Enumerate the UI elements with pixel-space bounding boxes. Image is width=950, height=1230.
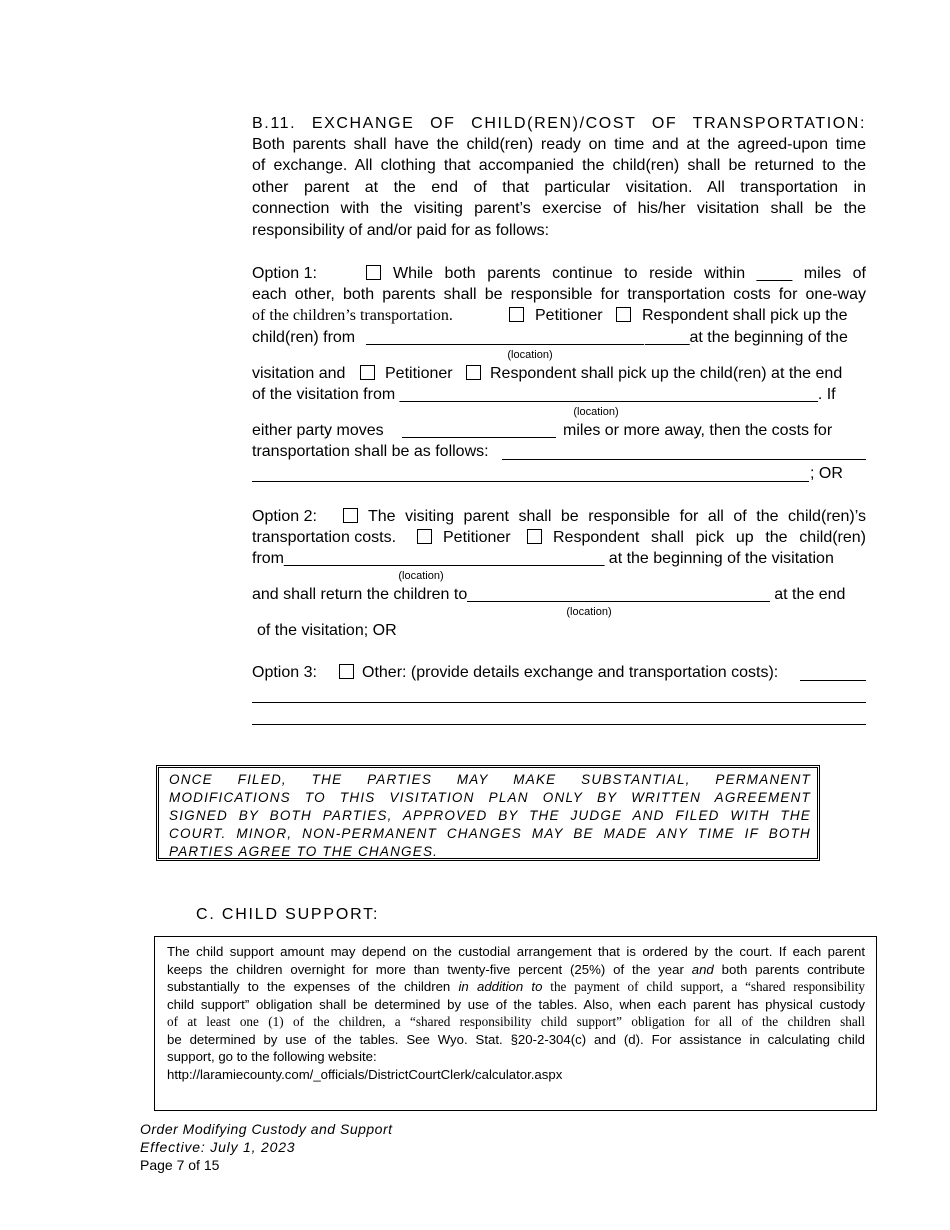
option1-transport-follows: transportation shall be as follows: [252, 443, 489, 460]
option2-petitioner-label: Petitioner [443, 529, 511, 546]
notice-line: COURT. MINOR, NON-PERMANENT CHANGES MAY BE MADE ANY TIME IF BOTH [169, 826, 811, 841]
option1-return-petitioner-label: Petitioner [385, 365, 453, 382]
cs-line-part: the payment of child support, a “shared responsibility [542, 979, 865, 994]
notice-line: SIGNED BY BOTH PARTIES, APPROVED BY THE JUDGE AND FILED WITH THE [169, 808, 811, 823]
b11-text-line: responsibility of and/or paid for as follows: [252, 222, 550, 239]
option1-line: of the children’s transportation. [252, 307, 453, 324]
option3-details-field[interactable] [252, 724, 866, 725]
cs-line-part: substantially to the expenses of the children [167, 979, 459, 994]
option3-details-field[interactable] [800, 680, 866, 681]
option2-transport-costs: transportation costs. [252, 529, 397, 546]
option1-label: Option 1: [252, 265, 317, 282]
footer-title: Order Modifying Custody and Support [140, 1121, 393, 1137]
cs-line: of at least one (1) of the children, a “shared responsibility child support” obligation for all of the children shall [167, 1014, 865, 1029]
child-support-info-box [154, 936, 877, 1111]
location-caption: (location) [566, 606, 612, 618]
option1-return-respondent-label: Respondent shall pick up the child(ren) at the end [490, 365, 843, 382]
option1-visitation-from: of the visitation from _______________________________________________. If [252, 386, 836, 403]
cs-line: support, go to the following website: [167, 1049, 377, 1064]
notice-line: PARTIES AGREE TO THE CHANGES. [169, 844, 439, 859]
option1-from-location-field[interactable] [366, 344, 644, 345]
option2-respondent-checkbox[interactable] [527, 529, 542, 544]
option1-return-respondent-checkbox[interactable] [466, 365, 481, 380]
location-caption: (location) [398, 570, 444, 582]
footer-page-number: Page 7 of 15 [140, 1157, 220, 1173]
section-heading-b11: B.11. EXCHANGE OF CHILD(REN)/COST OF TRANSPORTATION: [252, 115, 866, 132]
option1-respondent-checkbox[interactable] [616, 307, 631, 322]
option2-petitioner-checkbox[interactable] [417, 529, 432, 544]
option1-miles-text: miles or more away, then the costs for [563, 422, 833, 439]
option1-text: While both parents continue to reside within ____ miles of [393, 265, 866, 282]
option1-petitioner-label: Petitioner [535, 307, 603, 324]
location-caption: (location) [573, 406, 619, 418]
option1-line: each other, both parents shall be responsible for transportation costs for one-way [252, 286, 866, 303]
section-heading-child-support: C. CHILD SUPPORT: [196, 906, 380, 923]
option2-end-line: of the visitation; OR [257, 622, 397, 639]
option2-label: Option 2: [252, 508, 317, 525]
b11-text-line: Both parents shall have the child(ren) ready on time and at the agreed-upon time [252, 136, 866, 153]
option1-checkbox[interactable] [366, 265, 381, 280]
option1-respondent-label: Respondent shall pick up the [642, 307, 848, 324]
option1-visitation-and: visitation and [252, 365, 346, 382]
option2-text-sans: The visiting parent shall be responsible for all of the child(ren)’s [368, 508, 866, 525]
cs-line [167, 961, 865, 979]
cs-line-part: both parents contribute [713, 962, 865, 977]
cs-line: be determined by use of the tables. See Wyo. Stat. §20-2-304(c) and (d). For assistance in calculating child [167, 1032, 865, 1047]
cs-line-emphasis: in addition to [458, 979, 543, 994]
cs-line [167, 978, 865, 996]
option1-details-field[interactable] [252, 481, 809, 482]
b11-text-line: of exchange. All clothing that accompanied the child(ren) shall be returned to the [252, 157, 866, 174]
option1-or: ; OR [810, 465, 843, 482]
modification-notice-box [156, 765, 820, 861]
notice-line: ONCE FILED, THE PARTIES MAY MAKE SUBSTANTIAL, PERMANENT [169, 772, 811, 787]
cs-line: child support” obligation shall be determined by use of the tables. Also, when each parent has physical custody [167, 997, 865, 1012]
footer-effective-date: Effective: July 1, 2023 [140, 1139, 296, 1155]
calculator-link[interactable]: http://laramiecounty.com/_officials/DistrictCourtClerk/calculator.aspx [167, 1067, 563, 1082]
option1-from-label: child(ren) from [252, 329, 356, 346]
option1-either-party: either party moves [252, 422, 384, 439]
cs-line: The child support amount may depend on the custodial arrangement that is ordered by the court. If each parent [167, 944, 865, 959]
option2-respondent-label: Respondent shall pick up the child(ren) [553, 529, 866, 546]
option3-text: Other: (provide details exchange and transportation costs): [362, 664, 779, 681]
option3-details-field[interactable] [252, 702, 866, 703]
option2-text [368, 506, 866, 527]
b11-text-line: connection with the visiting parent’s exercise of his/her visitation shall be the [252, 200, 866, 217]
option1-return-petitioner-checkbox[interactable] [360, 365, 375, 380]
option1-from-suffix: _____at the beginning of the [645, 329, 848, 346]
notice-line: MODIFICATIONS TO THIS VISITATION PLAN ONLY BY WRITTEN AGREEMENT [169, 790, 811, 805]
option3-label: Option 3: [252, 664, 317, 681]
b11-text-line: other parent at the end of that particular visitation. All transportation in [252, 179, 866, 196]
option1-petitioner-checkbox[interactable] [509, 307, 524, 322]
cs-line-emphasis: and [691, 962, 714, 977]
option1-miles-field[interactable] [402, 437, 556, 438]
location-caption: (location) [507, 349, 553, 361]
option2-checkbox[interactable] [343, 508, 358, 523]
option1-details-field[interactable] [502, 459, 866, 460]
option2-return-line: and shall return the children to__________________________________ at the end [252, 586, 846, 603]
cs-line-part: keeps the children overnight for more than twenty-five percent (25%) of the year [167, 962, 692, 977]
option2-from-line: from____________________________________ at the beginning of the visitation [252, 550, 834, 567]
option3-checkbox[interactable] [339, 664, 354, 679]
